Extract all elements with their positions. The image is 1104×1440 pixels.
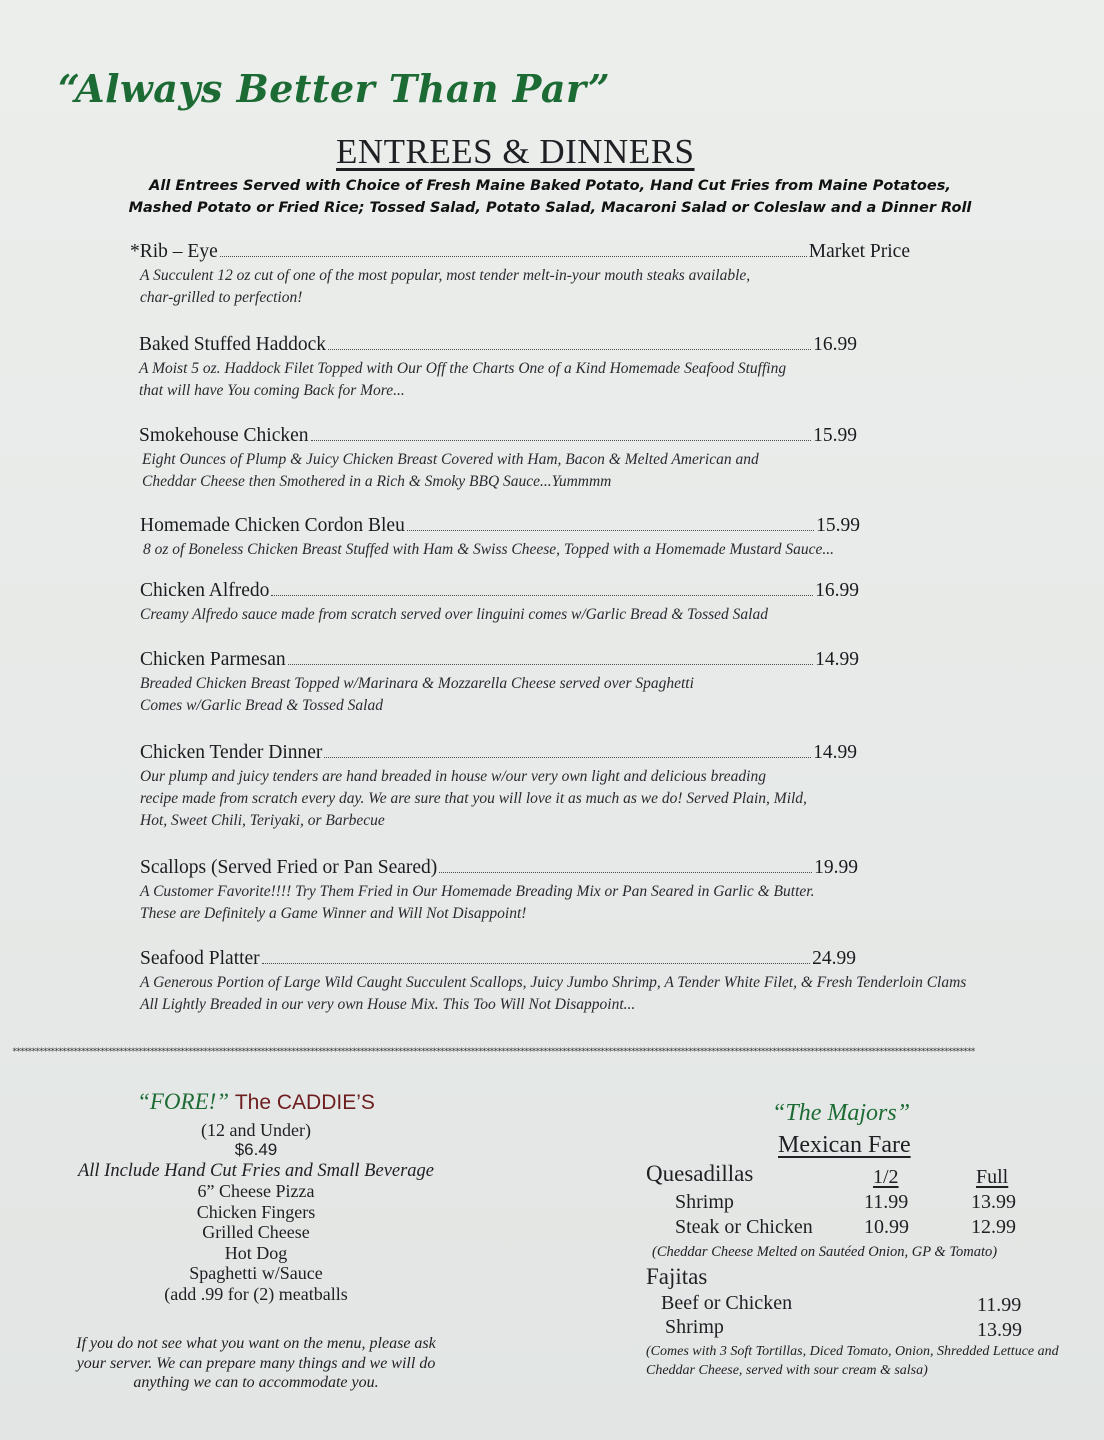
menu-item bbox=[139, 334, 857, 402]
desc-line: char-grilled to perfection! bbox=[140, 289, 303, 306]
item-price: 16.99 bbox=[813, 334, 857, 355]
subtitle-line: All Entrees Served with Choice of Fresh Maine Baked Potato, Hand Cut Fries from Maine Potatoes, bbox=[149, 178, 951, 194]
quesadillas-note: (Cheddar Cheese Melted on Sautéed Onion, GP & Tomato) bbox=[652, 1244, 998, 1260]
menu-item bbox=[140, 580, 859, 626]
item-name: *Rib – Eye bbox=[130, 241, 218, 262]
desc-line: A Customer Favorite!!!! Try Them Fried in Our Homemade Breading Mix or Pan Seared in Garlic & Butter. bbox=[140, 883, 815, 900]
dot-leader bbox=[288, 664, 813, 665]
menu-note bbox=[60, 1334, 452, 1393]
item-price: 14.99 bbox=[815, 649, 859, 670]
desc-line: recipe made from scratch every day. We are sure that you will love it as much as we do! Served Plain, Mild, bbox=[140, 790, 807, 807]
caddie-name: The CADDIE’S bbox=[234, 1091, 375, 1114]
col-half-header: 1/2 bbox=[873, 1166, 899, 1188]
dot-leader bbox=[271, 595, 813, 596]
dot-leader bbox=[328, 349, 811, 350]
item-name: Chicken Parmesan bbox=[140, 649, 286, 670]
item-description bbox=[140, 673, 859, 717]
caddie-item: (add .99 for (2) meatballs bbox=[164, 1283, 348, 1304]
fajita-price: 11.99 bbox=[977, 1294, 1022, 1316]
item-description bbox=[140, 604, 859, 626]
fajitas-label: Fajitas bbox=[646, 1264, 708, 1289]
item-price: 19.99 bbox=[814, 857, 858, 878]
desc-line: Cheddar Cheese then Smothered in a Rich & Smoky BBQ Sauce...Yummmm bbox=[142, 473, 612, 490]
item-price: Market Price bbox=[808, 241, 910, 262]
item-price: 15.99 bbox=[813, 425, 857, 446]
note-line: Cheddar Cheese, served with sour cream & salsa) bbox=[646, 1363, 928, 1378]
quesadilla-name: Shrimp bbox=[675, 1191, 734, 1213]
fajitas-note bbox=[646, 1342, 1059, 1380]
menu-item bbox=[140, 742, 857, 832]
menu-item bbox=[140, 649, 859, 717]
quesadilla-full-price: 12.99 bbox=[971, 1216, 1016, 1238]
desc-line: Our plump and juicy tenders are hand breaded in house w/our very own light and delicious breading bbox=[140, 768, 766, 785]
desc-line: A Succulent 12 oz cut of one of the most popular, most tender melt-in-your mouth steaks available, bbox=[140, 267, 751, 284]
quesadilla-full-price: 13.99 bbox=[971, 1191, 1016, 1213]
dot-leader bbox=[439, 872, 812, 873]
item-name: Seafood Platter bbox=[140, 948, 260, 969]
note-line: If you do not see what you want on the menu, please ask bbox=[76, 1335, 436, 1352]
fajita-price: 13.99 bbox=[977, 1319, 1022, 1341]
caddie-price: $6.49 bbox=[234, 1140, 278, 1159]
section-divider: ************************************************************************************************************************************************************************************************************************************************************ bbox=[12, 1047, 975, 1057]
desc-line: A Generous Portion of Large Wild Caught Succulent Scallops, Juicy Jumbo Shrimp, A Tender White Filet, & Fresh Tenderloin Clams bbox=[140, 974, 967, 991]
dot-leader bbox=[220, 256, 807, 257]
dot-leader bbox=[407, 530, 814, 531]
tagline: “Always Better Than Par” bbox=[58, 66, 611, 111]
item-description bbox=[140, 539, 860, 561]
item-description bbox=[140, 766, 857, 832]
item-price: 15.99 bbox=[816, 515, 860, 536]
note-line: your server. We can prepare many things and we will do bbox=[76, 1354, 436, 1372]
desc-line: Eight Ounces of Plump & Juicy Chicken Breast Covered with Ham, Bacon & Melted American and bbox=[142, 451, 759, 468]
menu-item bbox=[140, 857, 858, 925]
col-full-header: Full bbox=[976, 1166, 1009, 1188]
desc-line: All Lightly Breaded in our very own House Mix. This Too Will Not Disappoint... bbox=[140, 996, 636, 1013]
quesadillas-label: Quesadillas bbox=[646, 1161, 754, 1186]
desc-line: These are Definitely a Game Winner and Will Not Disappoint! bbox=[140, 905, 527, 922]
subtitle-line: Mashed Potato or Fried Rice; Tossed Salad, Potato Salad, Macaroni Salad or Coleslaw and a Dinner Roll bbox=[128, 200, 972, 216]
caddie-include: All Include Hand Cut Fries and Small Beverage bbox=[77, 1160, 435, 1181]
item-description bbox=[139, 358, 857, 402]
desc-line: that will have You coming Back for More... bbox=[139, 382, 405, 399]
fajita-name: Shrimp bbox=[665, 1316, 724, 1338]
majors-title: “The Majors” bbox=[772, 1100, 911, 1126]
caddie-fore: “FORE!” bbox=[137, 1089, 230, 1114]
note-line: (Comes with 3 Soft Tortillas, Diced Tomato, Onion, Shredded Lettuce and bbox=[646, 1344, 1059, 1359]
item-name: Chicken Alfredo bbox=[140, 580, 270, 601]
caddie-item: Chicken Fingers bbox=[196, 1201, 316, 1222]
dot-leader bbox=[262, 963, 810, 964]
item-description bbox=[139, 449, 857, 493]
caddie-item: Grilled Cheese bbox=[202, 1222, 310, 1242]
desc-line: Breaded Chicken Breast Topped w/Marinara & Mozzarella Cheese served over Spaghetti bbox=[140, 675, 694, 692]
quesadilla-name: Steak or Chicken bbox=[675, 1216, 813, 1238]
desc-line: Comes w/Garlic Bread & Tossed Salad bbox=[140, 697, 383, 714]
desc-line: A Moist 5 oz. Haddock Filet Topped with Our Off the Charts One of a Kind Homemade Seafood Stuffing bbox=[139, 360, 787, 377]
caddie-section bbox=[60, 1089, 452, 1393]
caddie-item: Hot Dog bbox=[224, 1242, 288, 1263]
item-price: 14.99 bbox=[813, 742, 857, 763]
menu-item bbox=[140, 515, 860, 561]
note-line: anything we can to accommodate you. bbox=[133, 1374, 379, 1391]
item-name: Homemade Chicken Cordon Bleu bbox=[140, 515, 405, 536]
item-price: 24.99 bbox=[812, 948, 856, 969]
menu-item bbox=[130, 241, 910, 309]
desc-line: Hot, Sweet Chili, Teriyaki, or Barbecue bbox=[140, 812, 385, 829]
caddie-age: (12 and Under) bbox=[201, 1119, 311, 1140]
desc-line: Creamy Alfredo sauce made from scratch served over linguini comes w/Garlic Bread & Tossed Salad bbox=[140, 606, 768, 623]
item-description bbox=[140, 972, 967, 1016]
desc-line: 8 oz of Boneless Chicken Breast Stuffed with Ham & Swiss Cheese, Topped with a Homemade Mustard Sauce... bbox=[143, 541, 834, 558]
item-name: Chicken Tender Dinner bbox=[140, 742, 323, 763]
caddie-item: 6” Cheese Pizza bbox=[197, 1181, 315, 1201]
section-title: ENTREES & DINNERS bbox=[336, 132, 695, 171]
entrees-subtitle bbox=[110, 175, 990, 219]
menu-item bbox=[139, 425, 857, 493]
item-description bbox=[140, 881, 858, 925]
dot-leader bbox=[324, 757, 811, 758]
fajita-name: Beef or Chicken bbox=[661, 1292, 793, 1314]
menu-item bbox=[140, 948, 967, 1016]
majors-subtitle: Mexican Fare bbox=[778, 1132, 911, 1158]
quesadilla-half-price: 10.99 bbox=[864, 1216, 909, 1238]
item-name: Smokehouse Chicken bbox=[139, 425, 309, 446]
item-name: Scallops (Served Fried or Pan Seared) bbox=[140, 857, 438, 878]
dot-leader bbox=[311, 440, 812, 441]
item-description bbox=[130, 265, 910, 309]
item-name: Baked Stuffed Haddock bbox=[139, 334, 327, 355]
item-price: 16.99 bbox=[815, 580, 859, 601]
caddie-title bbox=[60, 1089, 452, 1114]
caddie-item: Spaghetti w/Sauce bbox=[189, 1263, 323, 1283]
quesadilla-half-price: 11.99 bbox=[864, 1191, 909, 1213]
